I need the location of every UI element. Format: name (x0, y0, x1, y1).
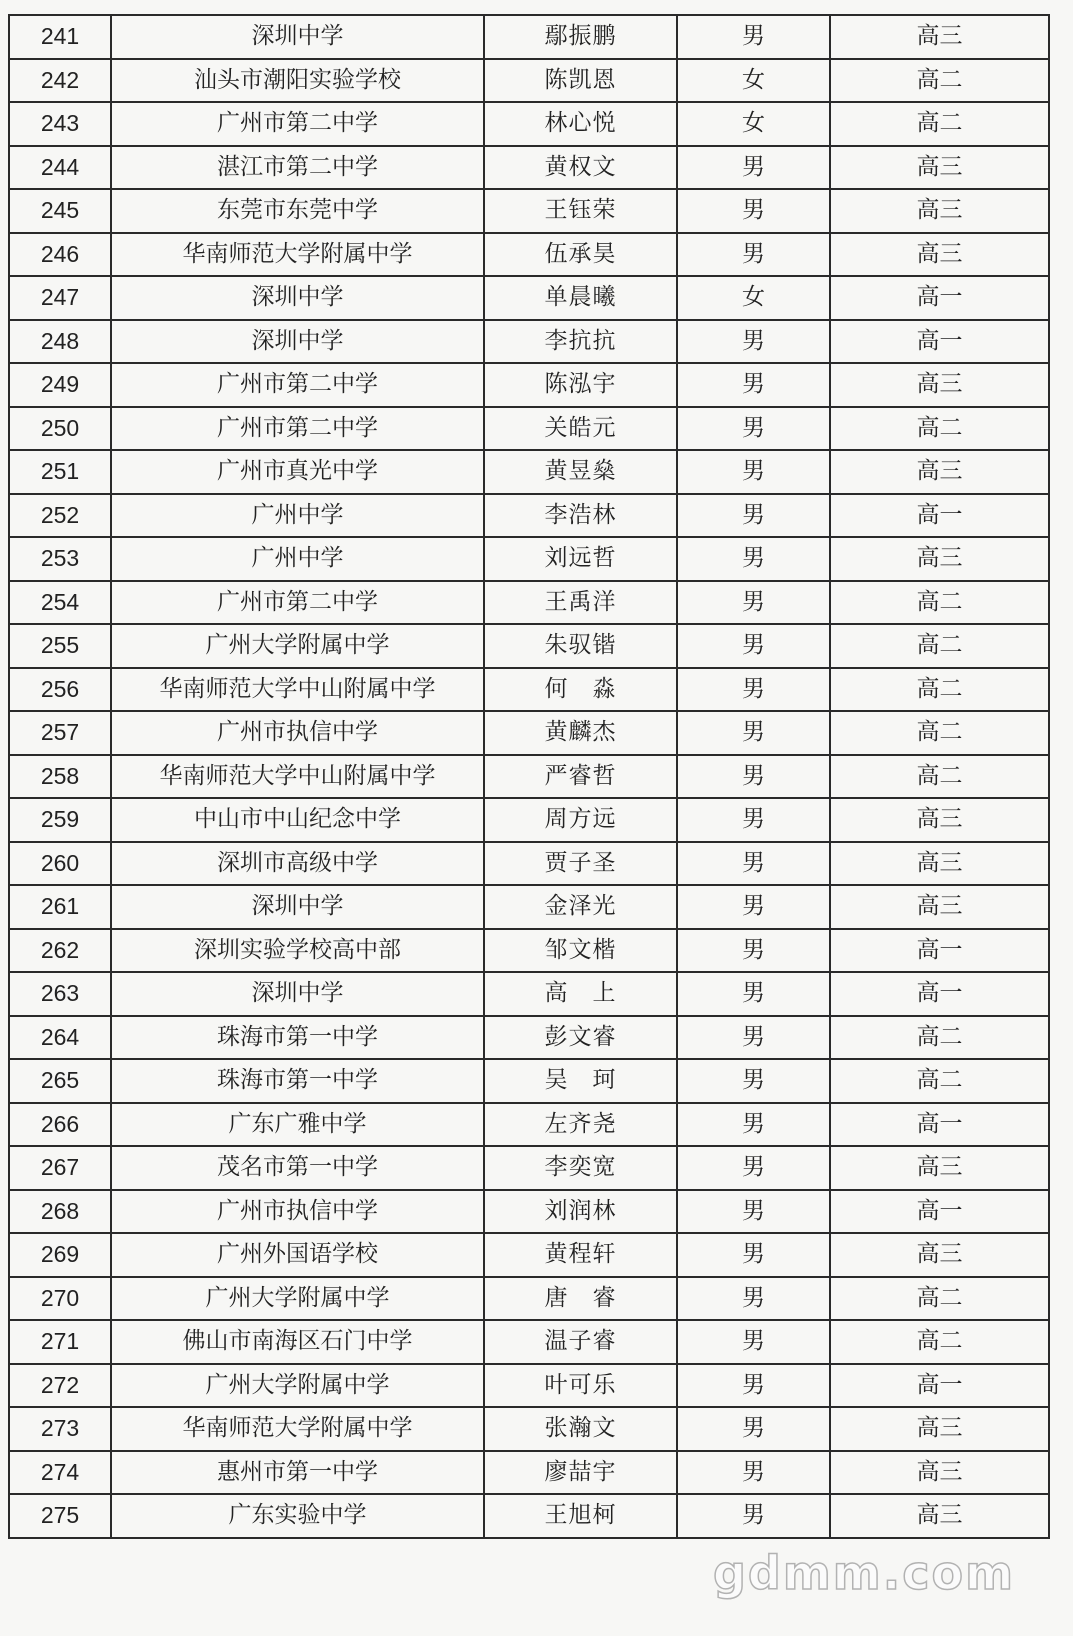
school-name: 华南师范大学附属中学 (111, 233, 484, 277)
student-grade: 高二 (830, 1016, 1049, 1060)
school-name: 广州市第二中学 (111, 407, 484, 451)
table-row (9, 1451, 1049, 1495)
table-row (9, 1059, 1049, 1103)
student-grade: 高一 (830, 494, 1049, 538)
student-sex: 男 (677, 1494, 830, 1538)
table-row (9, 798, 1049, 842)
student-grade: 高三 (830, 1494, 1049, 1538)
school-name: 广州市执信中学 (111, 711, 484, 755)
student-name: 唐 睿 (484, 1277, 677, 1321)
student-sex: 女 (677, 102, 830, 146)
student-grade: 高三 (830, 15, 1049, 59)
row-number: 259 (9, 798, 111, 842)
row-number: 254 (9, 581, 111, 625)
row-number: 264 (9, 1016, 111, 1060)
row-number: 273 (9, 1407, 111, 1451)
student-name: 彭文睿 (484, 1016, 677, 1060)
student-name: 鄢振鹏 (484, 15, 677, 59)
table-row (9, 842, 1049, 886)
school-name: 茂名市第一中学 (111, 1146, 484, 1190)
row-number: 245 (9, 189, 111, 233)
student-grade: 高三 (830, 233, 1049, 277)
student-name: 黄权文 (484, 146, 677, 190)
student-sex: 男 (677, 1451, 830, 1495)
row-number: 275 (9, 1494, 111, 1538)
row-number: 271 (9, 1320, 111, 1364)
student-grade: 高二 (830, 1320, 1049, 1364)
school-name: 深圳实验学校高中部 (111, 929, 484, 973)
student-name: 关皓元 (484, 407, 677, 451)
student-sex: 男 (677, 320, 830, 364)
school-name: 广东广雅中学 (111, 1103, 484, 1147)
student-name: 高 上 (484, 972, 677, 1016)
row-number: 270 (9, 1277, 111, 1321)
row-number: 255 (9, 624, 111, 668)
student-grade: 高二 (830, 407, 1049, 451)
student-name: 叶可乐 (484, 1364, 677, 1408)
school-name: 惠州市第一中学 (111, 1451, 484, 1495)
table-row (9, 146, 1049, 190)
row-number: 258 (9, 755, 111, 799)
student-grade: 高三 (830, 842, 1049, 886)
student-sex: 男 (677, 755, 830, 799)
school-name: 东莞市东莞中学 (111, 189, 484, 233)
row-number: 246 (9, 233, 111, 277)
student-sex: 女 (677, 59, 830, 103)
school-name: 广州中学 (111, 537, 484, 581)
table-row (9, 885, 1049, 929)
student-grade: 高三 (830, 1146, 1049, 1190)
row-number: 253 (9, 537, 111, 581)
student-sex: 女 (677, 276, 830, 320)
school-name: 深圳中学 (111, 15, 484, 59)
row-number: 274 (9, 1451, 111, 1495)
row-number: 244 (9, 146, 111, 190)
table-row (9, 972, 1049, 1016)
student-sex: 男 (677, 1233, 830, 1277)
school-name: 深圳中学 (111, 972, 484, 1016)
student-grade: 高三 (830, 363, 1049, 407)
table-row (9, 1190, 1049, 1234)
student-name: 严睿哲 (484, 755, 677, 799)
school-name: 珠海市第一中学 (111, 1016, 484, 1060)
student-sex: 男 (677, 1016, 830, 1060)
student-name: 李抗抗 (484, 320, 677, 364)
table-row (9, 276, 1049, 320)
school-name: 广州大学附属中学 (111, 1364, 484, 1408)
site-watermark: gdmm.com (713, 1546, 1015, 1600)
student-name: 廖喆宇 (484, 1451, 677, 1495)
student-sex: 男 (677, 233, 830, 277)
student-grade: 高三 (830, 450, 1049, 494)
student-name: 陈泓宇 (484, 363, 677, 407)
student-name: 王禹洋 (484, 581, 677, 625)
row-number: 251 (9, 450, 111, 494)
student-name: 张瀚文 (484, 1407, 677, 1451)
row-number: 263 (9, 972, 111, 1016)
table-row (9, 581, 1049, 625)
student-sex: 男 (677, 15, 830, 59)
school-name: 湛江市第二中学 (111, 146, 484, 190)
student-name: 贾子圣 (484, 842, 677, 886)
student-grade: 高一 (830, 972, 1049, 1016)
student-grade: 高二 (830, 755, 1049, 799)
row-number: 266 (9, 1103, 111, 1147)
student-sex: 男 (677, 581, 830, 625)
school-name: 广州大学附属中学 (111, 1277, 484, 1321)
school-name: 华南师范大学附属中学 (111, 1407, 484, 1451)
student-sex: 男 (677, 711, 830, 755)
student-grade: 高一 (830, 320, 1049, 364)
school-name: 华南师范大学中山附属中学 (111, 668, 484, 712)
school-name: 广州大学附属中学 (111, 624, 484, 668)
table-row (9, 320, 1049, 364)
student-name: 刘润林 (484, 1190, 677, 1234)
student-name: 单晨曦 (484, 276, 677, 320)
table-row (9, 233, 1049, 277)
student-sex: 男 (677, 537, 830, 581)
student-name: 王旭柯 (484, 1494, 677, 1538)
school-name: 珠海市第一中学 (111, 1059, 484, 1103)
table-row (9, 1103, 1049, 1147)
row-number: 242 (9, 59, 111, 103)
student-grade: 高二 (830, 711, 1049, 755)
student-name: 陈凯恩 (484, 59, 677, 103)
student-sex: 男 (677, 798, 830, 842)
school-name: 广州市第二中学 (111, 102, 484, 146)
table-row (9, 102, 1049, 146)
student-grade: 高三 (830, 189, 1049, 233)
row-number: 249 (9, 363, 111, 407)
table-row (9, 711, 1049, 755)
student-name: 王钰荣 (484, 189, 677, 233)
student-sex: 男 (677, 1146, 830, 1190)
table-row (9, 494, 1049, 538)
student-name: 李浩林 (484, 494, 677, 538)
school-name: 广州中学 (111, 494, 484, 538)
student-sex: 男 (677, 624, 830, 668)
table-row (9, 755, 1049, 799)
student-name: 伍承昊 (484, 233, 677, 277)
student-grade: 高二 (830, 102, 1049, 146)
student-name: 黄程轩 (484, 1233, 677, 1277)
school-name: 广州外国语学校 (111, 1233, 484, 1277)
student-sex: 男 (677, 146, 830, 190)
school-name: 佛山市南海区石门中学 (111, 1320, 484, 1364)
table-row (9, 1364, 1049, 1408)
student-grade: 高一 (830, 1190, 1049, 1234)
row-number: 265 (9, 1059, 111, 1103)
student-sex: 男 (677, 885, 830, 929)
row-number: 257 (9, 711, 111, 755)
student-grade: 高二 (830, 624, 1049, 668)
student-name: 邹文楷 (484, 929, 677, 973)
school-name: 广州市真光中学 (111, 450, 484, 494)
student-sex: 男 (677, 1364, 830, 1408)
student-name: 朱驭锴 (484, 624, 677, 668)
student-grade: 高一 (830, 276, 1049, 320)
row-number: 248 (9, 320, 111, 364)
table-row (9, 1146, 1049, 1190)
table-row (9, 1233, 1049, 1277)
row-number: 250 (9, 407, 111, 451)
school-name: 广州市第二中学 (111, 363, 484, 407)
student-grade: 高三 (830, 1233, 1049, 1277)
row-number: 247 (9, 276, 111, 320)
student-grade: 高二 (830, 581, 1049, 625)
student-sex: 男 (677, 972, 830, 1016)
student-name: 黄昱燊 (484, 450, 677, 494)
student-name: 温子睿 (484, 1320, 677, 1364)
row-number: 262 (9, 929, 111, 973)
table-row (9, 189, 1049, 233)
student-name: 左齐尧 (484, 1103, 677, 1147)
student-grade: 高三 (830, 146, 1049, 190)
student-name: 林心悦 (484, 102, 677, 146)
school-name: 广东实验中学 (111, 1494, 484, 1538)
table-row (9, 1494, 1049, 1538)
student-grade: 高二 (830, 1277, 1049, 1321)
school-name: 汕头市潮阳实验学校 (111, 59, 484, 103)
row-number: 252 (9, 494, 111, 538)
student-sex: 男 (677, 668, 830, 712)
student-name: 周方远 (484, 798, 677, 842)
student-sex: 男 (677, 1320, 830, 1364)
table-row (9, 929, 1049, 973)
student-grade: 高三 (830, 1451, 1049, 1495)
document-page (8, 14, 1048, 1539)
table-row (9, 624, 1049, 668)
school-name: 深圳市高级中学 (111, 842, 484, 886)
row-number: 268 (9, 1190, 111, 1234)
table-row (9, 450, 1049, 494)
table-row (9, 668, 1049, 712)
table-row (9, 1407, 1049, 1451)
row-number: 260 (9, 842, 111, 886)
table-row (9, 363, 1049, 407)
school-name: 深圳中学 (111, 885, 484, 929)
student-grade: 高三 (830, 798, 1049, 842)
table-row (9, 1320, 1049, 1364)
row-number: 267 (9, 1146, 111, 1190)
student-grade: 高一 (830, 1103, 1049, 1147)
student-sex: 男 (677, 1407, 830, 1451)
student-grade: 高二 (830, 59, 1049, 103)
student-sex: 男 (677, 1190, 830, 1234)
table-row (9, 537, 1049, 581)
student-sex: 男 (677, 929, 830, 973)
row-number: 241 (9, 15, 111, 59)
student-name: 金泽光 (484, 885, 677, 929)
table-row (9, 15, 1049, 59)
student-grade: 高一 (830, 1364, 1049, 1408)
student-grade: 高三 (830, 1407, 1049, 1451)
student-sex: 男 (677, 1059, 830, 1103)
student-grade: 高二 (830, 1059, 1049, 1103)
student-sex: 男 (677, 842, 830, 886)
student-grade: 高二 (830, 668, 1049, 712)
student-grade: 高三 (830, 885, 1049, 929)
school-name: 深圳中学 (111, 320, 484, 364)
school-name: 广州市执信中学 (111, 1190, 484, 1234)
school-name: 中山市中山纪念中学 (111, 798, 484, 842)
row-number: 261 (9, 885, 111, 929)
row-number: 243 (9, 102, 111, 146)
student-roster-table (8, 14, 1050, 1539)
student-grade: 高一 (830, 929, 1049, 973)
student-sex: 男 (677, 189, 830, 233)
student-sex: 男 (677, 363, 830, 407)
table-row (9, 1277, 1049, 1321)
student-sex: 男 (677, 450, 830, 494)
student-name: 李奕宽 (484, 1146, 677, 1190)
student-name: 何 淼 (484, 668, 677, 712)
school-name: 广州市第二中学 (111, 581, 484, 625)
student-sex: 男 (677, 494, 830, 538)
roster-body (9, 15, 1049, 1538)
school-name: 华南师范大学中山附属中学 (111, 755, 484, 799)
table-row (9, 59, 1049, 103)
student-grade: 高三 (830, 537, 1049, 581)
row-number: 256 (9, 668, 111, 712)
table-row (9, 1016, 1049, 1060)
student-name: 吴 珂 (484, 1059, 677, 1103)
row-number: 272 (9, 1364, 111, 1408)
table-row (9, 407, 1049, 451)
student-name: 刘远哲 (484, 537, 677, 581)
student-sex: 男 (677, 1103, 830, 1147)
row-number: 269 (9, 1233, 111, 1277)
student-sex: 男 (677, 1277, 830, 1321)
student-sex: 男 (677, 407, 830, 451)
student-name: 黄麟杰 (484, 711, 677, 755)
school-name: 深圳中学 (111, 276, 484, 320)
